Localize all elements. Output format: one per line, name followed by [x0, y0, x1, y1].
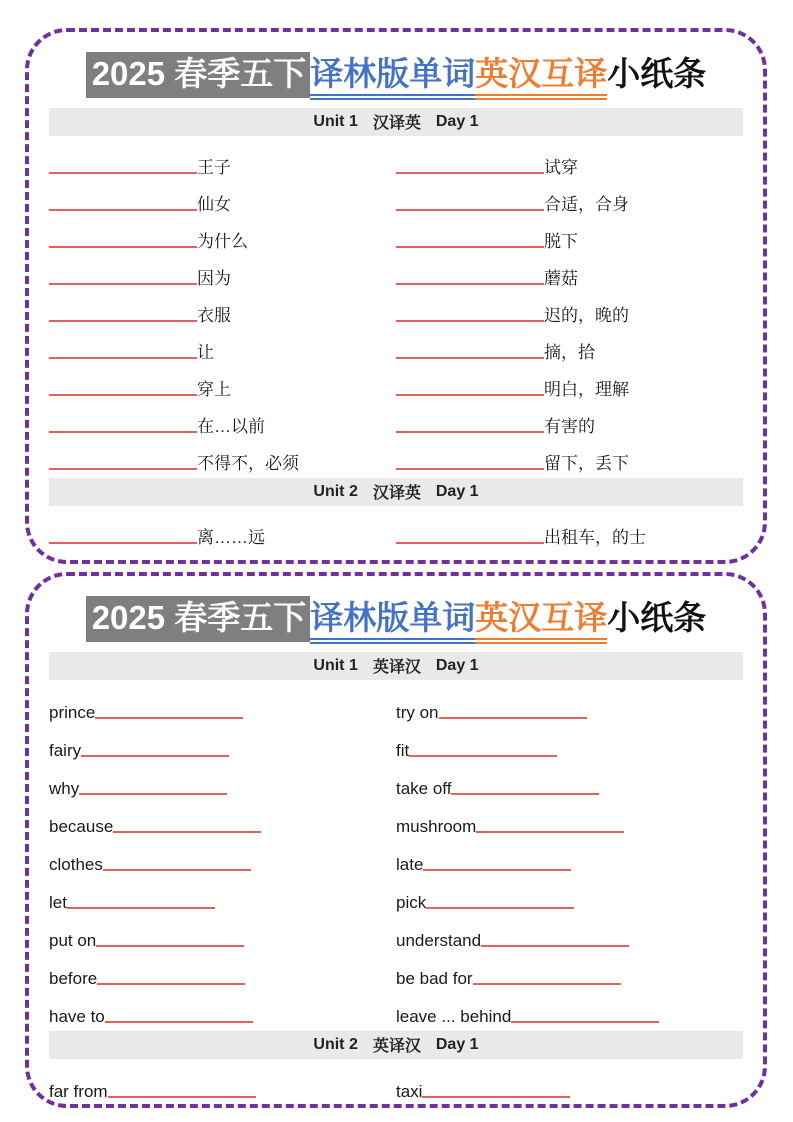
english-prompt: late: [396, 855, 424, 874]
english-prompt: mushroom: [396, 817, 477, 836]
answer-blank: [423, 869, 571, 871]
vocab-row: [49, 400, 743, 437]
answer-blank: [451, 793, 599, 795]
answer-blank: [49, 357, 197, 359]
vocab-cell: [49, 158, 396, 178]
vocab-row: [49, 837, 743, 875]
vocab-cell: [49, 232, 396, 252]
answer-blank: [396, 394, 544, 396]
vocab-row: [49, 511, 743, 548]
english-prompt: leave ... behind: [396, 1007, 512, 1026]
vocab-cell: [49, 380, 396, 400]
answer-blank: [396, 468, 544, 470]
answer-blank: [105, 1021, 253, 1023]
vocab-cell: [49, 1082, 396, 1102]
chinese-prompt: 仙女: [197, 195, 231, 214]
vocab-cell: [396, 195, 743, 215]
english-prompt: prince: [49, 703, 96, 722]
vocab-cell: [396, 380, 743, 400]
section-unit-label: Unit 1: [313, 112, 358, 130]
chinese-prompt: 穿上: [197, 380, 231, 399]
vocab-cell: [396, 306, 743, 326]
vocab-row: [49, 875, 743, 913]
answer-blank: [396, 542, 544, 544]
vocab-cell: [396, 741, 743, 761]
answer-blank: [396, 209, 544, 211]
vocab-cell: [49, 855, 396, 875]
vocab-cell: [396, 158, 743, 178]
english-prompt: fairy: [49, 741, 82, 760]
answer-blank: [97, 983, 245, 985]
vocab-cell: [396, 893, 743, 913]
answer-blank: [49, 394, 197, 396]
answer-blank: [81, 755, 229, 757]
section-unit-label: Unit 1: [313, 656, 358, 674]
chinese-prompt: 迟的，晚的: [544, 306, 629, 325]
vocab-cell: [396, 232, 743, 252]
section-mode-label: 汉译英: [372, 115, 421, 133]
chinese-prompt: 不得不，必须: [197, 454, 299, 473]
vocab-cell: [396, 817, 743, 837]
unit1-cn2en-rows: [49, 141, 743, 474]
section-header-unit2-cn2en: [49, 478, 743, 506]
vocab-row: [49, 141, 743, 178]
answer-blank: [49, 209, 197, 211]
chinese-prompt: 蘑菇: [544, 269, 578, 288]
vocab-row: [49, 989, 743, 1027]
title-segment-year-grade: 2025 春季五下: [86, 596, 311, 642]
vocab-cell: [396, 343, 743, 363]
vocab-cell: [49, 893, 396, 913]
vocab-row: [49, 913, 743, 951]
answer-blank: [103, 869, 251, 871]
answer-blank: [396, 283, 544, 285]
chinese-prompt: 有害的: [544, 417, 595, 436]
english-prompt: pick: [396, 893, 427, 912]
vocab-row: [49, 951, 743, 989]
chinese-prompt: 因为: [197, 269, 231, 288]
chinese-prompt: 为什么: [197, 232, 248, 251]
vocab-cell: [396, 703, 743, 723]
answer-blank: [396, 246, 544, 248]
vocab-cell: [396, 1082, 743, 1102]
section-mode-label: 英译汉: [372, 1038, 421, 1056]
english-prompt: before: [49, 969, 98, 988]
english-prompt: have to: [49, 1007, 105, 1026]
vocab-cell: [49, 931, 396, 951]
english-prompt: because: [49, 817, 114, 836]
vocab-cell: [49, 343, 396, 363]
title-segment-translation: 英汉互译: [475, 599, 607, 644]
vocab-cell: [396, 931, 743, 951]
vocab-row: [49, 215, 743, 252]
vocab-cell: [49, 969, 396, 989]
panel-inner: [29, 596, 763, 1102]
vocab-cell: [49, 1007, 396, 1027]
title-segment-year-grade: 2025 春季五下: [86, 52, 311, 98]
panel-cn-to-en: [25, 28, 767, 564]
worksheet-title: [49, 596, 743, 641]
chinese-prompt: 在…以前: [197, 417, 265, 436]
chinese-prompt: 留下，丢下: [544, 454, 629, 473]
vocab-cell: [49, 817, 396, 837]
vocab-cell: [396, 454, 743, 474]
english-prompt: clothes: [49, 855, 103, 874]
vocab-row: [49, 437, 743, 474]
english-prompt: be bad for: [396, 969, 473, 988]
chinese-prompt: 脱下: [544, 232, 578, 251]
vocab-cell: [49, 454, 396, 474]
chinese-prompt: 明白，理解: [544, 380, 629, 399]
vocab-cell: [49, 528, 396, 548]
panel-en-to-cn: [25, 572, 767, 1108]
vocab-cell: [49, 741, 396, 761]
english-prompt: understand: [396, 931, 482, 950]
vocab-row: [49, 252, 743, 289]
section-day-label: Day 1: [435, 656, 479, 674]
vocab-row: [49, 799, 743, 837]
answer-blank: [422, 1096, 570, 1098]
panel-inner: [29, 52, 763, 548]
vocab-row: [49, 363, 743, 400]
chinese-prompt: 王子: [197, 158, 231, 177]
answer-blank: [49, 320, 197, 322]
vocab-cell: [396, 417, 743, 437]
answer-blank: [108, 1096, 256, 1098]
answer-blank: [396, 172, 544, 174]
vocab-row: [49, 1064, 743, 1102]
section-header-unit2-en2cn: [49, 1031, 743, 1059]
english-prompt: let: [49, 893, 67, 912]
chinese-prompt: 离……远: [197, 528, 265, 547]
answer-blank: [95, 717, 243, 719]
vocab-cell: [396, 855, 743, 875]
section-day-label: Day 1: [435, 112, 479, 130]
answer-blank: [49, 468, 197, 470]
unit2-cn2en-rows: [49, 511, 743, 548]
vocab-cell: [396, 969, 743, 989]
answer-blank: [49, 172, 197, 174]
answer-blank: [49, 542, 197, 544]
vocab-row: [49, 723, 743, 761]
english-prompt: taxi: [396, 1082, 423, 1101]
vocab-row: [49, 178, 743, 215]
answer-blank: [49, 431, 197, 433]
answer-blank: [396, 431, 544, 433]
chinese-prompt: 衣服: [197, 306, 231, 325]
english-prompt: try on: [396, 703, 439, 722]
chinese-prompt: 让: [197, 343, 214, 362]
section-header-unit1-en2cn: [49, 652, 743, 680]
answer-blank: [96, 945, 244, 947]
section-mode-label: 汉译英: [372, 485, 421, 503]
vocab-cell: [49, 269, 396, 289]
title-segment-edition: 译林版单词: [310, 599, 475, 644]
chinese-prompt: 出租车，的士: [544, 528, 646, 547]
vocab-row: [49, 761, 743, 799]
answer-blank: [481, 945, 629, 947]
section-header-unit1-cn2en: [49, 108, 743, 136]
chinese-prompt: 摘，拾: [544, 343, 595, 362]
answer-blank: [476, 831, 624, 833]
title-segment-edition: 译林版单词: [310, 55, 475, 100]
answer-blank: [473, 983, 621, 985]
answer-blank: [79, 793, 227, 795]
worksheet-title: [49, 52, 743, 97]
vocab-row: [49, 326, 743, 363]
section-unit-label: Unit 2: [313, 1035, 358, 1053]
title-segment-slip: 小纸条: [607, 599, 707, 636]
vocab-cell: [49, 779, 396, 799]
vocab-cell: [49, 306, 396, 326]
unit1-en2cn-rows: [49, 685, 743, 1027]
answer-blank: [49, 283, 197, 285]
unit2-en2cn-rows: [49, 1064, 743, 1102]
vocab-row: [49, 289, 743, 326]
answer-blank: [113, 831, 261, 833]
english-prompt: put on: [49, 931, 97, 950]
answer-blank: [67, 907, 215, 909]
answer-blank: [396, 357, 544, 359]
section-unit-label: Unit 2: [313, 482, 358, 500]
vocab-cell: [49, 703, 396, 723]
answer-blank: [409, 755, 557, 757]
vocab-cell: [396, 528, 743, 548]
vocab-cell: [396, 779, 743, 799]
answer-blank: [396, 320, 544, 322]
vocab-row: [49, 685, 743, 723]
title-segment-slip: 小纸条: [607, 55, 707, 92]
english-prompt: why: [49, 779, 80, 798]
chinese-prompt: 合适，合身: [544, 195, 629, 214]
answer-blank: [426, 907, 574, 909]
english-prompt: take off: [396, 779, 452, 798]
title-segment-translation: 英汉互译: [475, 55, 607, 100]
answer-blank: [49, 246, 197, 248]
vocab-cell: [49, 195, 396, 215]
answer-blank: [439, 717, 587, 719]
vocab-cell: [396, 269, 743, 289]
chinese-prompt: 试穿: [544, 158, 578, 177]
vocab-cell: [396, 1007, 743, 1027]
section-day-label: Day 1: [435, 1035, 479, 1053]
vocab-cell: [49, 417, 396, 437]
section-day-label: Day 1: [435, 482, 479, 500]
answer-blank: [511, 1021, 659, 1023]
english-prompt: far from: [49, 1082, 108, 1101]
english-prompt: fit: [396, 741, 410, 760]
section-mode-label: 英译汉: [372, 659, 421, 677]
